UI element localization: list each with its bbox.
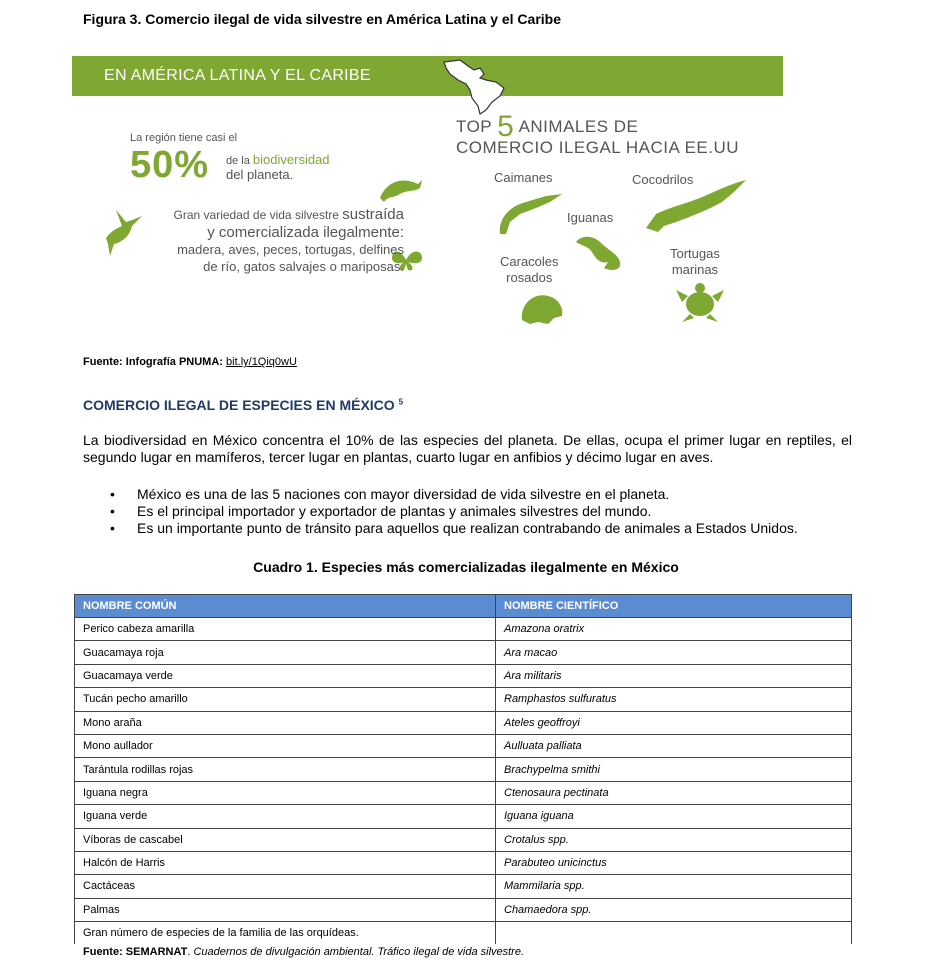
table-row	[75, 618, 852, 641]
fact-item: • México es una de las 5 naciones con mayor diversidad de vida silvestre en el planeta.	[110, 486, 852, 503]
table-source: Fuente: SEMARNAT. Cuadernos de divulgación ambiental. Tráfico ilegal de vida silvestre.	[83, 946, 525, 958]
latin-america-map-icon	[440, 58, 514, 116]
variety-line1-a: Gran variedad de vida silvestre	[173, 208, 339, 222]
variety-line2: y comercializada ilegalmente:	[207, 224, 404, 241]
table-row	[75, 641, 852, 664]
section-title	[83, 397, 403, 413]
section-footnote: 5	[398, 397, 404, 407]
fact-item: • Es un importante punto de tránsito para aquellos que realizan contrabando de animales a Estados Unidos.	[110, 520, 852, 537]
table-row	[75, 922, 852, 945]
common-name: Perico cabeza amarilla	[75, 618, 496, 641]
dolphin-icon	[378, 174, 424, 204]
scientific-name: Ateles geoffroyi	[496, 711, 852, 734]
common-name: Iguana verde	[75, 805, 496, 828]
source2-org: SEMARNAT	[125, 946, 188, 958]
table-row	[75, 805, 852, 828]
table-row	[75, 875, 852, 898]
table-row	[75, 781, 852, 804]
percent-caption-2: del planeta.	[226, 167, 294, 182]
variety-line3: madera, aves, peces, tortugas, delfines	[177, 242, 404, 257]
table-header-row	[75, 595, 852, 618]
scientific-name: Ara macao	[496, 641, 852, 664]
common-name: Halcón de Harris	[75, 851, 496, 874]
region-text: La región tiene casi el	[130, 132, 238, 144]
table-row	[75, 664, 852, 687]
intro-paragraph: La biodiversidad en México concentra el 10% de las especies del planeta. De ellas, ocupa el primer lugar en reptiles, el segundo lugar en mamíferos, tercer lugar en plantas, cuarto lugar en anfibios y décimo lugar en aves.	[83, 432, 852, 465]
animal-label-caracoles	[500, 254, 559, 286]
facts-list	[110, 486, 852, 537]
animal-label-cocodrilos: Cocodrilos	[632, 172, 694, 187]
common-name: Mono aullador	[75, 734, 496, 757]
scientific-name: Ctenosaura pectinata	[496, 781, 852, 804]
table-row	[75, 851, 852, 874]
figure-title: Figura 3. Comercio ilegal de vida silvestre en América Latina y el Caribe	[83, 11, 562, 27]
source2-label: Fuente	[83, 946, 120, 958]
species-table	[74, 594, 852, 944]
common-name: Tarántula rodillas rojas	[75, 758, 496, 781]
scientific-name: Mammilaria spp.	[496, 875, 852, 898]
infographic-source	[83, 356, 297, 368]
top5-word: TOP	[456, 117, 492, 136]
variety-text	[142, 206, 404, 275]
scientific-name	[496, 922, 852, 945]
scientific-name: Crotalus spp.	[496, 828, 852, 851]
common-name: Palmas	[75, 898, 496, 921]
biodiversity-percent: 50%	[130, 144, 210, 186]
scientific-name: Parabuteo unicinctus	[496, 851, 852, 874]
common-name: Iguana negra	[75, 781, 496, 804]
common-name: Tucán pecho amarillo	[75, 688, 496, 711]
source1-label: Fuente: Infografía PNUMA:	[83, 356, 223, 368]
table-title: Cuadro 1. Especies más comercializadas ilegalmente en México	[253, 559, 679, 575]
common-name: Guacamaya roja	[75, 641, 496, 664]
common-name: Gran número de especies de la familia de las orquídeas.	[75, 922, 496, 945]
scientific-name: Aulluata palliata	[496, 734, 852, 757]
top5-heading-line2: COMERCIO ILEGAL HACIA EE.UU	[456, 138, 740, 157]
scientific-name: Brachypelma smithi	[496, 758, 852, 781]
conch-icon	[518, 290, 566, 326]
banner-title: EN AMÉRICA LATINA Y EL CARIBE	[104, 67, 371, 84]
tortugas-line2: marinas	[671, 262, 719, 277]
caracoles-line1: Caracoles	[500, 254, 559, 269]
caracoles-line2: rosados	[506, 270, 553, 285]
variety-line1-b: sustraída	[342, 206, 404, 223]
crocodile-icon	[644, 178, 748, 234]
top5-rest: ANIMALES DE	[518, 117, 639, 136]
table-row	[75, 711, 852, 734]
header-common-name: NOMBRE COMÚN	[75, 595, 496, 618]
table-row	[75, 898, 852, 921]
animal-label-iguanas: Iguanas	[567, 210, 614, 225]
animal-label-caimanes: Caimanes	[494, 170, 553, 185]
table-row	[75, 758, 852, 781]
header-scientific-name: NOMBRE CIENTÍFICO	[496, 595, 852, 618]
common-name: Víboras de cascabel	[75, 828, 496, 851]
infographic-banner	[72, 56, 783, 96]
scientific-name: Ramphastos sulfuratus	[496, 688, 852, 711]
common-name: Guacamaya verde	[75, 664, 496, 687]
variety-line4: de río, gatos salvajes o mariposas.	[203, 259, 404, 274]
common-name: Cactáceas	[75, 875, 496, 898]
scientific-name: Ara militaris	[496, 664, 852, 687]
percent-caption-a: de la	[226, 155, 250, 167]
section-title-text: COMERCIO ILEGAL DE ESPECIES EN MÉXICO	[83, 397, 395, 413]
table-row	[75, 828, 852, 851]
animal-label-tortugas	[670, 246, 720, 278]
iguana-icon	[572, 232, 624, 274]
sea-turtle-icon	[674, 282, 726, 324]
table-row	[75, 734, 852, 757]
infographic	[72, 56, 783, 336]
tortugas-line1: Tortugas	[670, 246, 720, 261]
scientific-name: Iguana iguana	[496, 805, 852, 828]
common-name: Mono araña	[75, 711, 496, 734]
table-row	[75, 688, 852, 711]
hummingbird-icon	[102, 208, 144, 258]
fact-item: • Es el principal importador y exportador de plantas y animales silvestres del mundo.	[110, 503, 852, 520]
scientific-name: Chamaedora spp.	[496, 898, 852, 921]
percent-caption-1	[226, 152, 330, 167]
source2-title: Cuadernos de divulgación ambiental. Tráfico ilegal de vida silvestre.	[193, 946, 525, 958]
top5-number: 5	[497, 110, 515, 143]
source1-link[interactable]: bit.ly/1Qiq0wU	[226, 356, 297, 368]
scientific-name: Amazona oratrix	[496, 618, 852, 641]
caiman-icon	[496, 188, 566, 238]
percent-caption-b: biodiversidad	[252, 152, 330, 167]
